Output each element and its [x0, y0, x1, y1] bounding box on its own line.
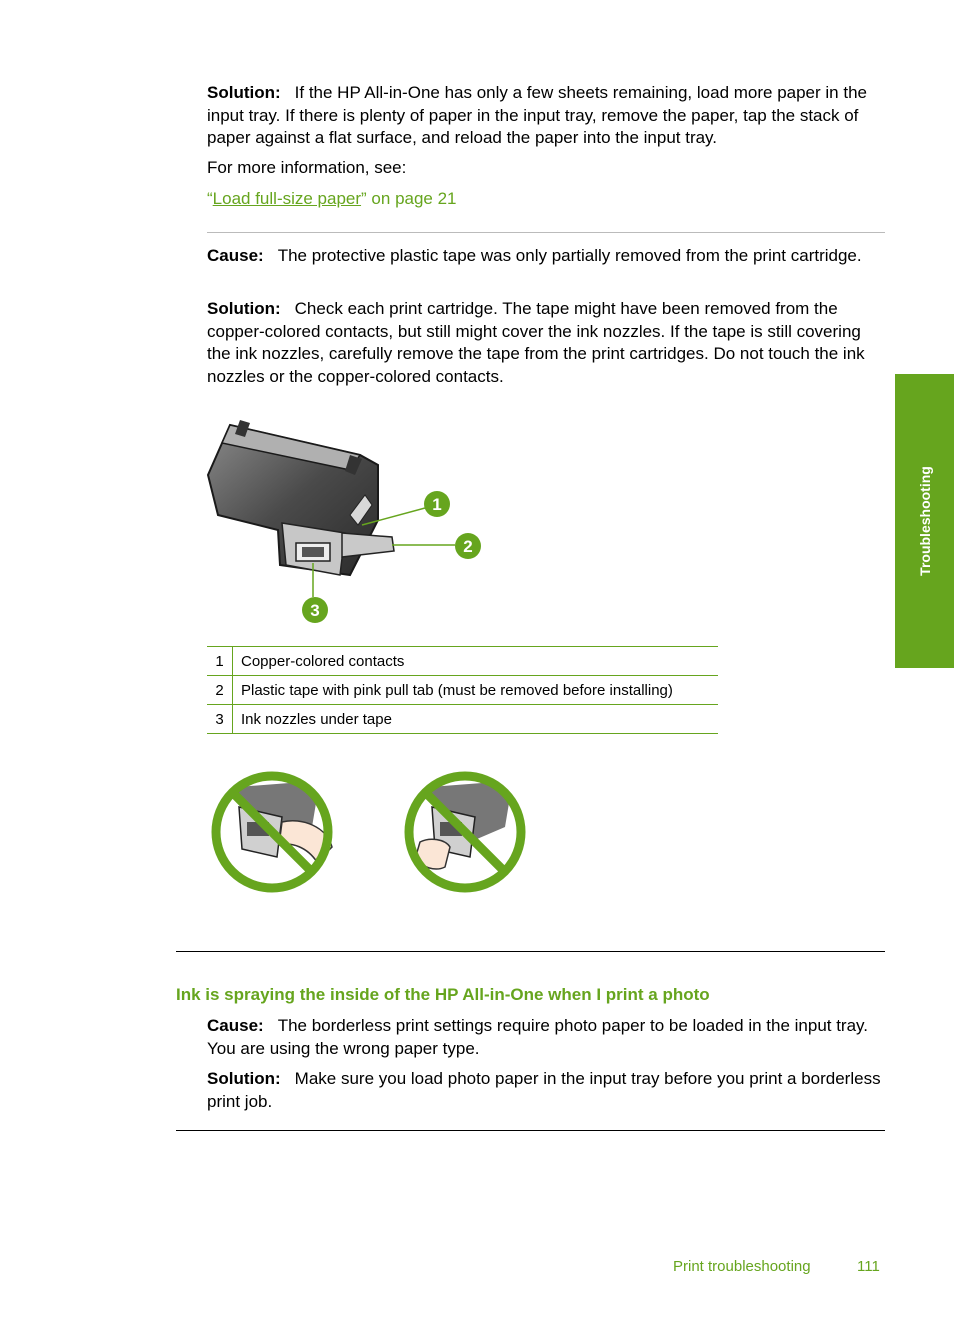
- section-divider: [176, 951, 885, 952]
- cause-paragraph-2: [207, 245, 885, 268]
- solution-label: Solution:: [207, 83, 281, 102]
- load-paper-link[interactable]: Load full-size paper: [212, 189, 362, 208]
- legend-number: 2: [207, 676, 233, 705]
- section-divider: [176, 1130, 885, 1131]
- table-row: [207, 705, 718, 734]
- legend-number: 3: [207, 705, 233, 734]
- solution-text: Check each print cartridge. The tape might have been removed from the copper-colored contacts, but still might cover the ink nozzles. If the tape is still covering the ink nozzles, carefully remove the tape from the print cartridges. Do not touch the ink nozzles or the copper-colored contacts.: [207, 299, 865, 386]
- solution-label: Solution:: [207, 1069, 281, 1088]
- solution-text: Make sure you load photo paper in the input tray before you print a borderless print job.: [207, 1069, 881, 1111]
- legend-text: Plastic tape with pink pull tab (must be removed before installing): [233, 676, 719, 705]
- table-row: [207, 647, 718, 676]
- footer-section-title: Print troubleshooting: [673, 1258, 811, 1275]
- solution-paragraph-3: [207, 1068, 885, 1113]
- cause-label: Cause:: [207, 246, 264, 265]
- section-heading: Ink is spraying the inside of the HP All-in-One when I print a photo: [176, 985, 710, 1004]
- legend-text: Copper-colored contacts: [233, 647, 719, 676]
- callout-legend-table: [207, 646, 718, 734]
- print-cartridge-illustration: [200, 415, 500, 635]
- cause-text: The protective plastic tape was only partially removed from the print cartridge.: [277, 246, 862, 265]
- page-number: 111: [857, 1258, 880, 1275]
- cause-label: Cause:: [207, 1016, 264, 1035]
- solution-paragraph-2: [207, 298, 885, 388]
- solution-label: Solution:: [207, 299, 281, 318]
- cross-reference: “Load full-size paper” on page 21: [207, 189, 457, 208]
- cause-paragraph-3: [207, 1015, 885, 1060]
- more-info-text: For more information, see:: [207, 158, 407, 177]
- table-row: [207, 676, 718, 705]
- callout-3-label: 3: [310, 601, 320, 620]
- solution-paragraph-1: [207, 82, 885, 150]
- callout-1-label: 1: [432, 495, 442, 514]
- prohibited-touch-contacts-icon: [207, 767, 337, 897]
- prohibited-touch-nozzles-icon: [400, 767, 530, 897]
- divider: [207, 232, 885, 233]
- legend-number: 1: [207, 647, 233, 676]
- callout-2-label: 2: [463, 537, 473, 556]
- side-tab-label: Troubleshooting: [916, 466, 933, 576]
- solution-text: If the HP All-in-One has only a few sheets remaining, load more paper in the input tray. If there is plenty of paper in the input tray, remove the paper, tap the stack of paper against a flat surface, and reload the paper into the input tray.: [207, 83, 867, 147]
- side-tab: [895, 374, 954, 668]
- cause-text: The borderless print settings require photo paper to be loaded in the input tray. You are using the wrong paper type.: [207, 1016, 869, 1058]
- legend-text: Ink nozzles under tape: [233, 705, 719, 734]
